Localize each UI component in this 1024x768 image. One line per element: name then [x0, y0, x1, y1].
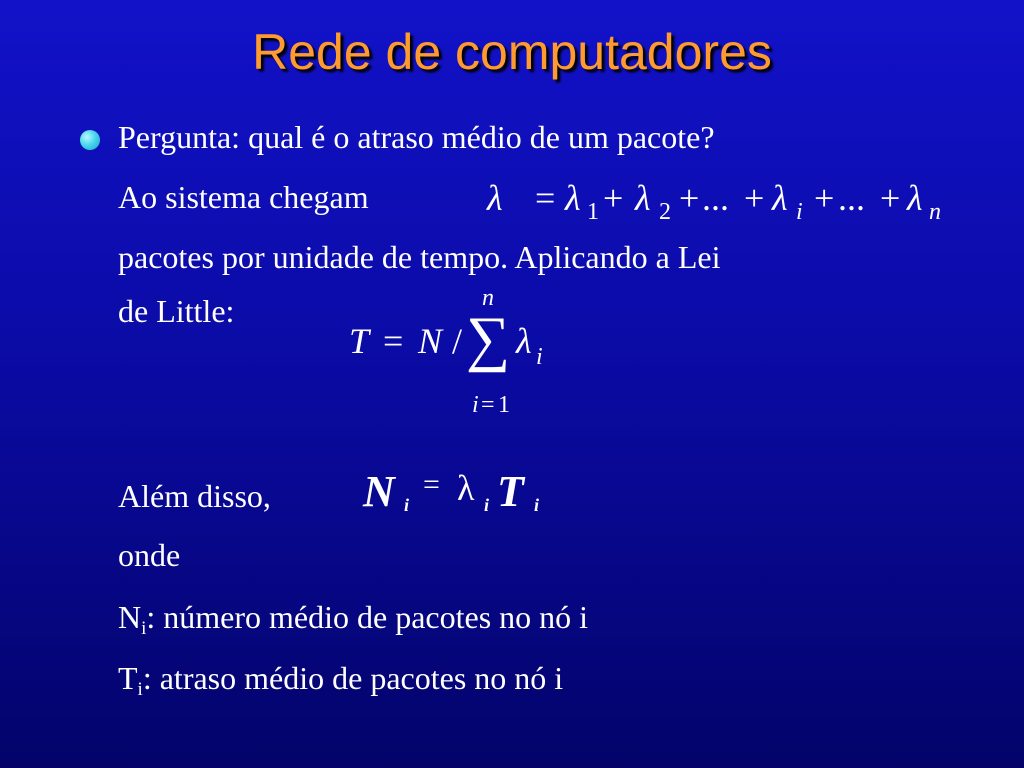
plus-sign: + — [744, 178, 765, 218]
plus-sign: + — [880, 178, 901, 218]
formula-t: T — [349, 321, 370, 361]
sum-index-equals: = — [481, 392, 495, 418]
definition-text: : atraso médio de pacotes no nó i — [142, 660, 564, 696]
little-line: de Little: — [118, 293, 235, 329]
sum-index: i — [472, 392, 479, 418]
slash-sign: / — [452, 321, 463, 361]
definition-subscript: i — [137, 679, 143, 700]
arrival-line: Ao sistema chegam — [118, 179, 369, 215]
question-line: Pergunta: qual é o atraso médio de um pacote? — [118, 119, 715, 155]
lambda-i: λ — [772, 178, 788, 218]
lambda-i: λ — [516, 321, 532, 361]
definition-symbol: N — [118, 599, 142, 635]
plus-sign: + — [603, 178, 624, 218]
formula-t: T — [497, 467, 524, 516]
lambda-2: λ — [635, 178, 651, 218]
where-line: onde — [118, 537, 181, 573]
lambda-i: λ — [457, 468, 475, 508]
formula-n: N — [363, 467, 395, 516]
ellipsis: ... — [838, 178, 865, 218]
equals-sign: = — [383, 321, 404, 361]
packets-line: pacotes por unidade de tempo. Aplicando a Lei — [118, 239, 721, 275]
plus-sign: + — [679, 178, 700, 218]
sub-i: i — [404, 495, 410, 515]
plus-sign: + — [814, 178, 835, 218]
sub-n: n — [929, 199, 941, 225]
lambda-1: λ — [565, 178, 581, 218]
besides-line: Além disso, — [118, 478, 271, 514]
bullet-icon — [80, 130, 100, 150]
equals-sign: = — [423, 468, 440, 501]
lambda-n: λ — [907, 178, 923, 218]
sum-lower-limit: 1 — [498, 392, 510, 418]
definition-text: : número médio de pacotes no nó i — [146, 599, 589, 635]
sub-i: i — [484, 495, 490, 515]
lambda-total: λ — [487, 178, 503, 218]
summation-icon: ∑ — [466, 305, 511, 373]
sub-2: 2 — [659, 199, 671, 225]
definition-subscript: i — [141, 618, 147, 639]
formula-n: N — [418, 321, 443, 361]
slide-title: Rede de computadores — [252, 24, 772, 80]
sub-i: i — [534, 495, 540, 515]
definition-symbol: T — [118, 660, 138, 696]
definition-t-line — [118, 660, 564, 700]
sub-1: 1 — [587, 199, 599, 225]
sub-i: i — [536, 344, 543, 370]
definition-n-line — [118, 599, 589, 639]
ellipsis: ... — [702, 178, 729, 218]
sub-i: i — [796, 199, 803, 225]
sum-upper-limit: n — [482, 285, 494, 311]
equals-sign: = — [535, 178, 556, 218]
